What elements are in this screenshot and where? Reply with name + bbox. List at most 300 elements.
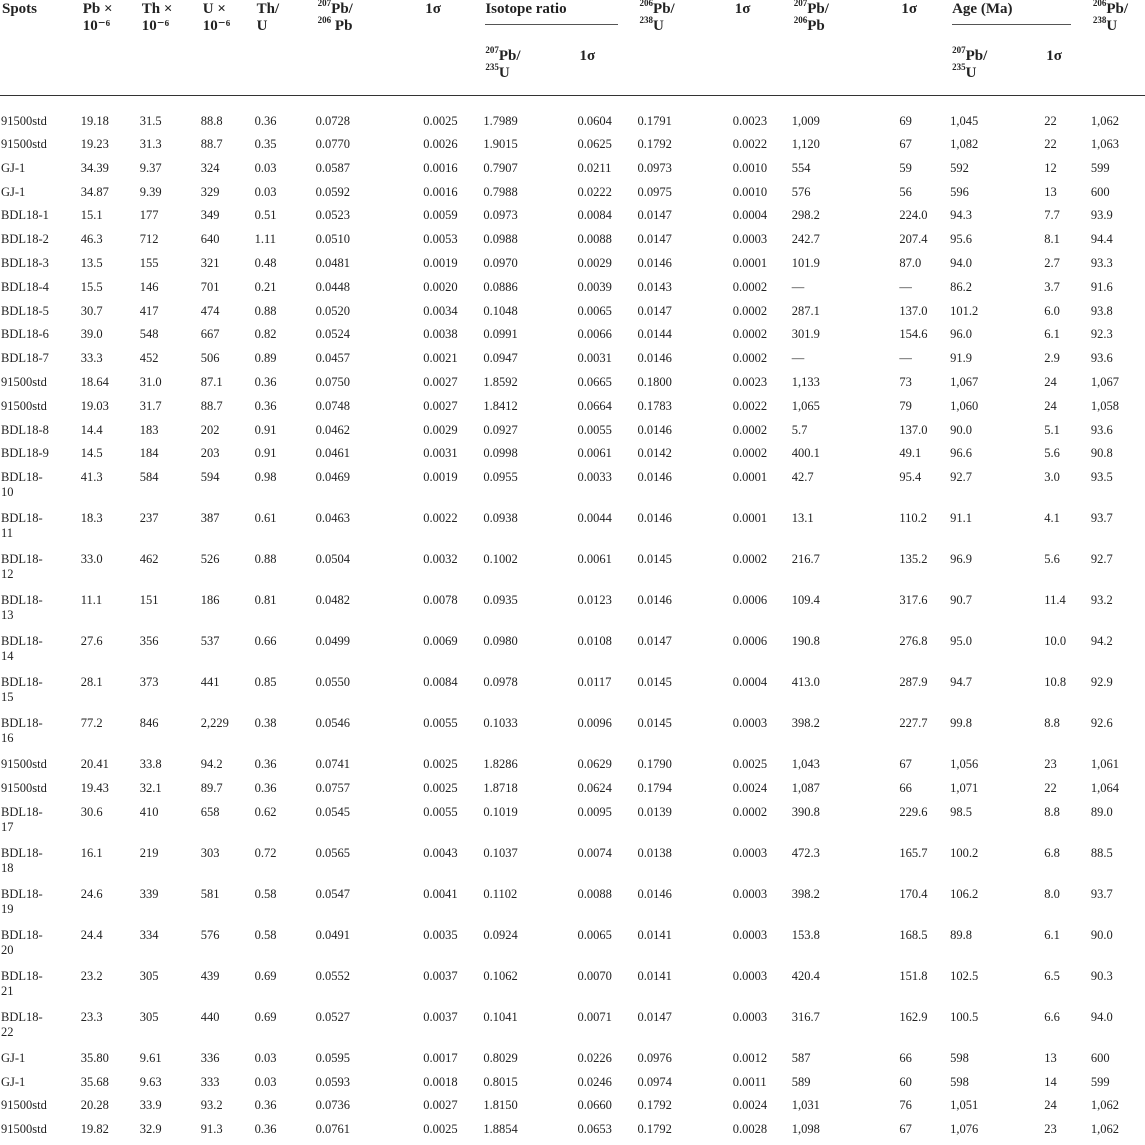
value-cell: 373 bbox=[139, 675, 159, 690]
value-cell: 93.9 bbox=[1090, 208, 1113, 223]
value-cell: 8.1 bbox=[1044, 232, 1060, 247]
value-cell: 0.0211 bbox=[577, 160, 612, 175]
value-cell: 0.0973 bbox=[637, 160, 672, 175]
table-row bbox=[0, 232, 1145, 256]
value-cell: 526 bbox=[200, 552, 220, 567]
value-cell: 0.0955 bbox=[483, 470, 518, 485]
value-cell: 10.0 bbox=[1044, 634, 1067, 649]
value-cell: 321 bbox=[200, 255, 220, 270]
spot-cell: BDL18-4 bbox=[1, 279, 49, 294]
value-cell: 1,060 bbox=[950, 398, 979, 413]
value-cell: 0.0018 bbox=[423, 1074, 458, 1089]
value-cell: 67 bbox=[899, 137, 912, 151]
value-cell: 92.3 bbox=[1090, 327, 1113, 342]
value-cell: 336 bbox=[200, 1050, 220, 1065]
value-cell: 0.0004 bbox=[732, 675, 768, 690]
value-cell: 398.2 bbox=[791, 886, 820, 901]
value-cell: — bbox=[791, 279, 805, 294]
value-cell: 8.0 bbox=[1044, 886, 1060, 901]
value-cell: 95.0 bbox=[950, 634, 972, 649]
value-cell: 6.5 bbox=[1044, 968, 1060, 983]
value-cell: 0.0029 bbox=[423, 422, 458, 437]
value-cell: 0.36 bbox=[254, 757, 277, 772]
value-cell: 576 bbox=[791, 184, 811, 199]
value-cell: 0.36 bbox=[254, 374, 277, 389]
value-cell: 0.0504 bbox=[315, 552, 351, 567]
value-cell: 420.4 bbox=[791, 968, 820, 983]
value-cell: 203 bbox=[200, 446, 220, 461]
value-cell: 15.5 bbox=[80, 279, 103, 294]
value-cell: 91.9 bbox=[950, 351, 972, 366]
value-cell: 0.0006 bbox=[732, 593, 768, 608]
value-cell: 162.9 bbox=[899, 1009, 928, 1024]
value-cell: 3.7 bbox=[1044, 279, 1060, 294]
value-cell: 0.0019 bbox=[423, 255, 458, 270]
value-cell: 87.0 bbox=[899, 255, 922, 270]
value-cell: 102.5 bbox=[950, 968, 979, 983]
value-cell: 33.3 bbox=[80, 351, 103, 366]
value-cell: 46.3 bbox=[80, 232, 103, 247]
header-age-206-238: $^{206}$Pb/ $^{238}$U bbox=[1092, 0, 1129, 34]
value-cell: 110.2 bbox=[899, 511, 928, 526]
value-cell: 137.0 bbox=[899, 303, 928, 318]
value-cell: 6.6 bbox=[1044, 1009, 1060, 1024]
value-cell: 0.0595 bbox=[315, 1050, 351, 1065]
value-cell: 0.0024 bbox=[732, 1098, 768, 1113]
value-cell: 109.4 bbox=[791, 593, 820, 608]
value-cell: 0.0002 bbox=[732, 279, 768, 294]
value-cell: 599 bbox=[1090, 1074, 1110, 1089]
value-cell: 92.9 bbox=[1090, 675, 1113, 690]
value-cell: 170.4 bbox=[899, 886, 928, 901]
value-cell: 0.0146 bbox=[637, 511, 672, 526]
value-cell: 0.38 bbox=[254, 716, 277, 731]
table-row bbox=[0, 470, 1145, 511]
value-cell: 0.88 bbox=[254, 552, 277, 567]
value-cell: 19.82 bbox=[80, 1122, 109, 1137]
value-cell: 0.81 bbox=[254, 593, 277, 608]
value-cell: 96.0 bbox=[950, 327, 972, 342]
value-cell: 79 bbox=[899, 398, 912, 413]
value-cell: 0.1790 bbox=[637, 757, 672, 772]
value-cell: 0.1102 bbox=[483, 886, 518, 901]
value-cell: 0.0039 bbox=[577, 279, 612, 294]
value-cell: 0.0043 bbox=[423, 845, 458, 860]
value-cell: 0.0222 bbox=[577, 184, 612, 199]
value-cell: 224.0 bbox=[899, 208, 928, 223]
value-cell: 23 bbox=[1044, 1122, 1057, 1137]
value-cell: 0.0066 bbox=[577, 327, 612, 342]
value-cell: 19.43 bbox=[80, 780, 109, 795]
value-cell: 77.2 bbox=[80, 716, 103, 731]
header-isotope-ratio-group: Isotope ratio bbox=[483, 0, 637, 43]
value-cell: 31.5 bbox=[139, 114, 162, 128]
spot-cell: BDL18- 10 bbox=[1, 470, 43, 500]
value-cell: 0.0523 bbox=[315, 208, 351, 223]
value-cell: 1,120 bbox=[791, 137, 820, 151]
value-cell: 30.6 bbox=[80, 804, 103, 819]
value-cell: 1,031 bbox=[791, 1098, 820, 1113]
value-cell: 0.85 bbox=[254, 675, 277, 690]
value-cell: 76 bbox=[899, 1098, 912, 1113]
value-cell: 329 bbox=[200, 184, 220, 199]
value-cell: 0.91 bbox=[254, 446, 277, 461]
value-cell: — bbox=[791, 351, 805, 366]
value-cell: 0.0527 bbox=[315, 1009, 351, 1024]
value-cell: 0.69 bbox=[254, 968, 277, 983]
value-cell: 0.36 bbox=[254, 1122, 277, 1137]
value-cell: 59 bbox=[899, 160, 912, 175]
value-cell: 0.0469 bbox=[315, 470, 351, 485]
value-cell: 6.1 bbox=[1044, 927, 1060, 942]
value-cell: 146 bbox=[139, 279, 159, 294]
value-cell: 1,056 bbox=[950, 757, 979, 772]
value-cell: 88.8 bbox=[200, 114, 223, 128]
value-cell: 9.39 bbox=[139, 184, 162, 199]
value-cell: 506 bbox=[200, 351, 220, 366]
value-cell: 0.0462 bbox=[315, 422, 351, 437]
value-cell: 334 bbox=[139, 927, 159, 942]
value-cell: 0.0065 bbox=[577, 927, 612, 942]
value-cell: 69 bbox=[899, 114, 912, 128]
value-cell: 0.1792 bbox=[637, 1098, 672, 1113]
value-cell: 24 bbox=[1044, 398, 1057, 413]
value-cell: 0.0978 bbox=[483, 675, 518, 690]
value-cell: 0.0016 bbox=[423, 160, 458, 175]
value-cell: 0.0024 bbox=[732, 780, 768, 795]
value-cell: 0.0593 bbox=[315, 1074, 351, 1089]
value-cell: 93.7 bbox=[1090, 511, 1113, 526]
value-cell: 0.0027 bbox=[423, 1098, 458, 1113]
value-cell: 1,067 bbox=[1090, 374, 1119, 389]
table-row bbox=[0, 208, 1145, 232]
spot-cell: 91500std bbox=[1, 137, 47, 151]
value-cell: 0.0004 bbox=[732, 208, 768, 223]
value-cell: 0.0032 bbox=[423, 552, 458, 567]
value-cell: 440 bbox=[200, 1009, 220, 1024]
value-cell: 6.1 bbox=[1044, 327, 1060, 342]
value-cell: 0.0463 bbox=[315, 511, 351, 526]
value-cell: 31.3 bbox=[139, 137, 162, 151]
value-cell: 0.0770 bbox=[315, 137, 351, 151]
value-cell: 0.58 bbox=[254, 927, 277, 942]
value-cell: 0.1019 bbox=[483, 804, 518, 819]
value-cell: 0.0084 bbox=[423, 675, 458, 690]
value-cell: 316.7 bbox=[791, 1009, 820, 1024]
value-cell: 1,051 bbox=[950, 1098, 979, 1113]
value-cell: 93.6 bbox=[1090, 351, 1113, 366]
value-cell: 0.0074 bbox=[577, 845, 612, 860]
value-cell: 537 bbox=[200, 634, 220, 649]
value-cell: 1.7989 bbox=[483, 114, 518, 128]
table-row bbox=[0, 593, 1145, 634]
value-cell: 153.8 bbox=[791, 927, 820, 942]
table-row bbox=[0, 928, 1145, 969]
value-cell: 0.0002 bbox=[732, 303, 768, 318]
value-cell: 12 bbox=[1044, 160, 1057, 175]
value-cell: 287.1 bbox=[791, 303, 820, 318]
value-cell: 0.0003 bbox=[732, 232, 768, 247]
spot-cell: BDL18- 13 bbox=[1, 593, 43, 623]
value-cell: 1,009 bbox=[791, 114, 820, 128]
value-cell: 640 bbox=[200, 232, 220, 247]
value-cell: 14.5 bbox=[80, 446, 103, 461]
spot-cell: BDL18-8 bbox=[1, 422, 49, 437]
value-cell: 28.1 bbox=[80, 675, 103, 690]
value-cell: 5.1 bbox=[1044, 422, 1060, 437]
value-cell: 0.0947 bbox=[483, 351, 518, 366]
value-cell: 91.1 bbox=[950, 511, 972, 526]
value-cell: 5.7 bbox=[791, 422, 808, 437]
value-cell: 0.0002 bbox=[732, 422, 768, 437]
spot-cell: BDL18-3 bbox=[1, 255, 49, 270]
value-cell: 33.0 bbox=[80, 552, 103, 567]
value-cell: 712 bbox=[139, 232, 159, 247]
value-cell: 0.0088 bbox=[577, 886, 612, 901]
spot-cell: BDL18- 21 bbox=[1, 968, 43, 998]
value-cell: 0.0664 bbox=[577, 398, 612, 413]
value-cell: 0.58 bbox=[254, 886, 277, 901]
value-cell: 600 bbox=[1090, 184, 1110, 199]
value-cell: 88.7 bbox=[200, 137, 223, 151]
value-cell: 154.6 bbox=[899, 327, 928, 342]
value-cell: 13.1 bbox=[791, 511, 814, 526]
value-cell: 1,062 bbox=[1090, 1098, 1119, 1113]
value-cell: 0.0592 bbox=[315, 184, 351, 199]
value-cell: 0.0069 bbox=[423, 634, 458, 649]
value-cell: 0.35 bbox=[254, 137, 277, 151]
value-cell: 349 bbox=[200, 208, 220, 223]
value-cell: 0.0139 bbox=[637, 804, 672, 819]
value-cell: 34.39 bbox=[80, 160, 109, 175]
value-cell: 0.0970 bbox=[483, 255, 518, 270]
value-cell: 86.2 bbox=[950, 279, 972, 294]
value-cell: 1.8286 bbox=[483, 757, 518, 772]
value-cell: 441 bbox=[200, 675, 220, 690]
spot-cell: BDL18-6 bbox=[1, 327, 49, 342]
value-cell: 598 bbox=[950, 1074, 969, 1089]
value-cell: 23 bbox=[1044, 757, 1057, 772]
value-cell: 6.0 bbox=[1044, 303, 1060, 318]
value-cell: 0.0629 bbox=[577, 757, 612, 772]
value-cell: 95.6 bbox=[950, 232, 972, 247]
value-cell: 94.0 bbox=[1090, 1009, 1113, 1024]
value-cell: 598 bbox=[950, 1050, 969, 1065]
value-cell: 0.0033 bbox=[577, 470, 612, 485]
value-cell: 92.7 bbox=[1090, 552, 1113, 567]
value-cell: 0.0761 bbox=[315, 1122, 351, 1137]
value-cell: 413.0 bbox=[791, 675, 820, 690]
value-cell: 0.0145 bbox=[637, 675, 672, 690]
value-cell: 168.5 bbox=[899, 927, 928, 942]
value-cell: 0.0022 bbox=[732, 137, 768, 151]
value-cell: 95.4 bbox=[899, 470, 922, 485]
value-cell: 0.0123 bbox=[577, 593, 612, 608]
table-header bbox=[0, 0, 1145, 100]
value-cell: 0.0481 bbox=[315, 255, 351, 270]
value-cell: 305 bbox=[139, 968, 159, 983]
value-cell: 0.0146 bbox=[637, 422, 672, 437]
value-cell: 1,098 bbox=[791, 1122, 820, 1137]
header-th-u: Th/ U bbox=[256, 1, 280, 34]
value-cell: 90.8 bbox=[1090, 446, 1113, 461]
value-cell: 0.0998 bbox=[483, 446, 518, 461]
spot-cell: GJ-1 bbox=[1, 1074, 26, 1089]
value-cell: 39.0 bbox=[80, 327, 103, 342]
value-cell: 0.0976 bbox=[637, 1050, 672, 1065]
spot-cell: 91500std bbox=[1, 1122, 47, 1137]
value-cell: 0.0021 bbox=[423, 351, 458, 366]
value-cell: 0.0027 bbox=[423, 398, 458, 413]
value-cell: 0.0002 bbox=[732, 327, 768, 342]
value-cell: 93.3 bbox=[1090, 255, 1113, 270]
table-row bbox=[0, 1051, 1145, 1075]
spot-cell: GJ-1 bbox=[1, 160, 26, 175]
table-row bbox=[0, 887, 1145, 928]
value-cell: 554 bbox=[791, 160, 811, 175]
value-cell: 49.1 bbox=[899, 446, 922, 461]
value-cell: 0.1792 bbox=[637, 1122, 672, 1137]
value-cell: 667 bbox=[200, 327, 220, 342]
value-cell: 66 bbox=[899, 780, 912, 795]
value-cell: 0.0927 bbox=[483, 422, 518, 437]
table-row bbox=[0, 185, 1145, 209]
table-row bbox=[0, 634, 1145, 675]
value-cell: 1.8854 bbox=[483, 1122, 518, 1137]
header-rule bbox=[0, 95, 1145, 96]
spot-cell: BDL18-5 bbox=[1, 303, 49, 318]
value-cell: 3.0 bbox=[1044, 470, 1060, 485]
value-cell: 0.0031 bbox=[577, 351, 612, 366]
value-cell: 474 bbox=[200, 303, 220, 318]
value-cell: 151.8 bbox=[899, 968, 928, 983]
value-cell: 0.0973 bbox=[483, 208, 518, 223]
value-cell: 2.7 bbox=[1044, 255, 1060, 270]
value-cell: 658 bbox=[200, 804, 220, 819]
value-cell: 0.0071 bbox=[577, 1009, 612, 1024]
value-cell: 1,087 bbox=[791, 780, 820, 795]
value-cell: 1.11 bbox=[254, 232, 277, 247]
value-cell: 19.18 bbox=[80, 114, 109, 128]
spot-cell: BDL18- 20 bbox=[1, 927, 43, 957]
spot-cell: GJ-1 bbox=[1, 1050, 26, 1065]
spot-cell: BDL18- 12 bbox=[1, 552, 43, 582]
value-cell: 101.9 bbox=[791, 255, 820, 270]
value-cell: 0.0565 bbox=[315, 845, 351, 860]
value-cell: 0.0020 bbox=[423, 279, 458, 294]
value-cell: 0.0545 bbox=[315, 804, 351, 819]
value-cell: 846 bbox=[139, 716, 159, 731]
value-cell: 8.8 bbox=[1044, 804, 1060, 819]
value-cell: 42.7 bbox=[791, 470, 814, 485]
value-cell: 106.2 bbox=[950, 886, 979, 901]
table-row bbox=[0, 716, 1145, 757]
value-cell: 439 bbox=[200, 968, 220, 983]
value-cell: 184 bbox=[139, 446, 159, 461]
value-cell: 594 bbox=[200, 470, 220, 485]
value-cell: 0.0935 bbox=[483, 593, 518, 608]
value-cell: 0.0037 bbox=[423, 968, 458, 983]
spot-cell: BDL18- 22 bbox=[1, 1009, 43, 1039]
value-cell: 87.1 bbox=[200, 374, 223, 389]
value-cell: 0.36 bbox=[254, 780, 277, 795]
value-cell: 0.0665 bbox=[577, 374, 612, 389]
header-age-207-235: $^{207}$Pb/ $^{235}$U bbox=[952, 45, 988, 81]
value-cell: 0.0055 bbox=[577, 422, 612, 437]
value-cell: 88.7 bbox=[200, 398, 223, 413]
value-cell: 0.0886 bbox=[483, 279, 518, 294]
value-cell: 30.7 bbox=[80, 303, 103, 318]
value-cell: 0.0147 bbox=[637, 208, 672, 223]
value-cell: 33.8 bbox=[139, 757, 162, 772]
value-cell: 0.0070 bbox=[577, 968, 612, 983]
spot-cell: 91500std bbox=[1, 114, 47, 128]
value-cell: 93.5 bbox=[1090, 470, 1113, 485]
value-cell: 186 bbox=[200, 593, 220, 608]
value-cell: 0.0938 bbox=[483, 511, 518, 526]
value-cell: 94.0 bbox=[950, 255, 972, 270]
value-cell: 60 bbox=[899, 1074, 912, 1089]
value-cell: 0.0059 bbox=[423, 208, 458, 223]
header-spots: Spots bbox=[2, 1, 38, 17]
value-cell: 581 bbox=[200, 886, 220, 901]
value-cell: 1,071 bbox=[950, 780, 979, 795]
spot-cell: BDL18-9 bbox=[1, 446, 49, 461]
value-cell: 589 bbox=[791, 1074, 811, 1089]
value-cell: 0.0002 bbox=[732, 552, 768, 567]
value-cell: 0.0001 bbox=[732, 511, 768, 526]
value-cell: 0.1792 bbox=[637, 137, 672, 151]
spot-cell: 91500std bbox=[1, 398, 47, 413]
value-cell: 0.1037 bbox=[483, 845, 518, 860]
value-cell: 31.7 bbox=[139, 398, 162, 413]
value-cell: 99.8 bbox=[950, 716, 972, 731]
value-cell: 0.0741 bbox=[315, 757, 351, 772]
table-row bbox=[0, 327, 1145, 351]
value-cell: 0.1041 bbox=[483, 1009, 518, 1024]
value-cell: 0.36 bbox=[254, 1098, 277, 1113]
spot-cell: 91500std bbox=[1, 374, 47, 389]
table-body bbox=[0, 100, 1145, 1145]
value-cell: 0.0988 bbox=[483, 232, 518, 247]
table-row bbox=[0, 969, 1145, 1010]
value-cell: 0.0141 bbox=[637, 968, 672, 983]
value-cell: 592 bbox=[950, 160, 969, 175]
value-cell: 94.2 bbox=[200, 757, 223, 772]
value-cell: 0.8015 bbox=[483, 1074, 518, 1089]
value-cell: 0.0146 bbox=[637, 351, 672, 366]
value-cell: 1,067 bbox=[950, 374, 979, 389]
value-cell: 5.6 bbox=[1044, 552, 1060, 567]
value-cell: 0.0141 bbox=[637, 927, 672, 942]
value-cell: 0.0975 bbox=[637, 184, 672, 199]
value-cell: 0.0055 bbox=[423, 716, 458, 731]
value-cell: 0.0980 bbox=[483, 634, 518, 649]
value-cell: 0.0226 bbox=[577, 1050, 612, 1065]
value-cell: 0.0096 bbox=[577, 716, 612, 731]
header-age-207-206: $^{207}$Pb/ $^{206}$Pb bbox=[793, 0, 829, 34]
value-cell: 19.23 bbox=[80, 137, 109, 151]
value-cell: 0.0138 bbox=[637, 845, 672, 860]
value-cell: 0.0010 bbox=[732, 160, 768, 175]
header-ratio-206-238: $^{206}$Pb/ $^{238}$U bbox=[639, 0, 675, 34]
value-cell: 576 bbox=[200, 927, 220, 942]
value-cell: 417 bbox=[139, 303, 159, 318]
header-age-group: Age (Ma) bbox=[950, 0, 1091, 43]
value-cell: 67 bbox=[899, 1122, 912, 1137]
table-row bbox=[0, 846, 1145, 887]
value-cell: 101.2 bbox=[950, 303, 979, 318]
